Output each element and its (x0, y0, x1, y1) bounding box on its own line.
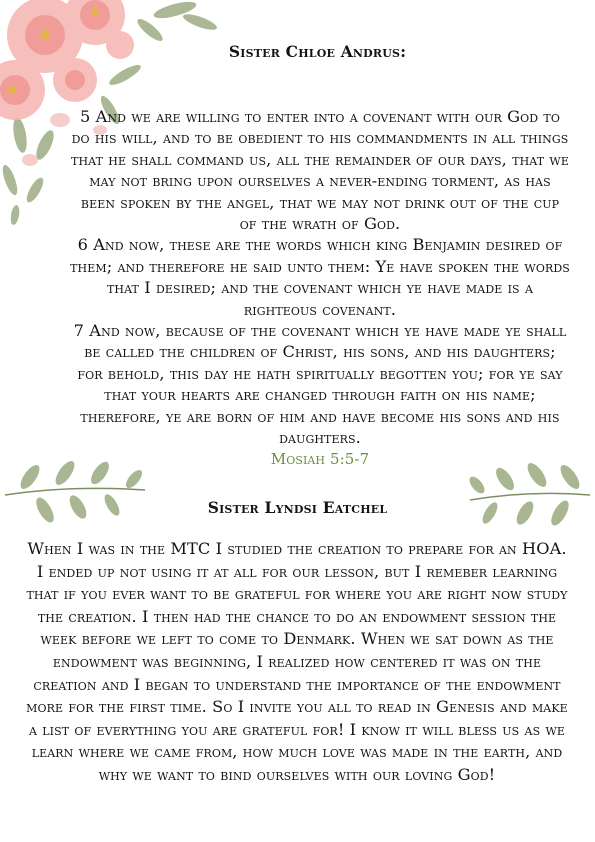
verse-7: 7 And now, because of the covenant which ye have made ye shall be called the children of Christ, his sons, and his daughters; for behold, this day he hath spiritually begotten you; for ye say that your hearts are changed through faith on his name; therefore, ye are born of him and have become his sons and his daughters. (73, 321, 567, 448)
scripture-citation: Mosiah 5:5-7 (270, 449, 370, 468)
scripture-passage (70, 106, 570, 470)
verse-5: 5 And we are willing to enter into a covenant with our God to do his will, and to be obedient to his commandments in all things that he shall command us, all the remainder of our days, that we may not bring upon ourselves a never-ending torment, as has been spoken by the angel, that we may not drink out of the cup of the wrath of God. (71, 107, 569, 234)
section-heading-lyndsi: Sister Lyndsi Eatchel (207, 498, 388, 517)
testimony-body: When I was in the MTC I studied the creation to prepare for an HOA. I ended up not using it at all for our lesson, but I remeber learning that if you ever want to be grateful for where you are right now study the creation. I then had the chance to do an endowment session the week before we left to come to Denmark. When we sat down as the endowment was beginning, I realized how centered it was on the creation and I began to understand the importance of the endowment more for the first time. So I invite you all to read in Genesis and make a list of everything you are grateful for! I know it will bless us as we learn where we came from, how much love was made in the earth, and why we want to bind ourselves with our loving God! (26, 539, 568, 784)
section-heading-chloe: Sister Chloe Andrus: (228, 42, 407, 61)
verse-6: 6 And now, these are the words which king Benjamin desired of them; and therefore he said unto them: Ye have spoken the words that I desired; and the covenant which ye have made is a righteous covenant. (70, 235, 570, 319)
